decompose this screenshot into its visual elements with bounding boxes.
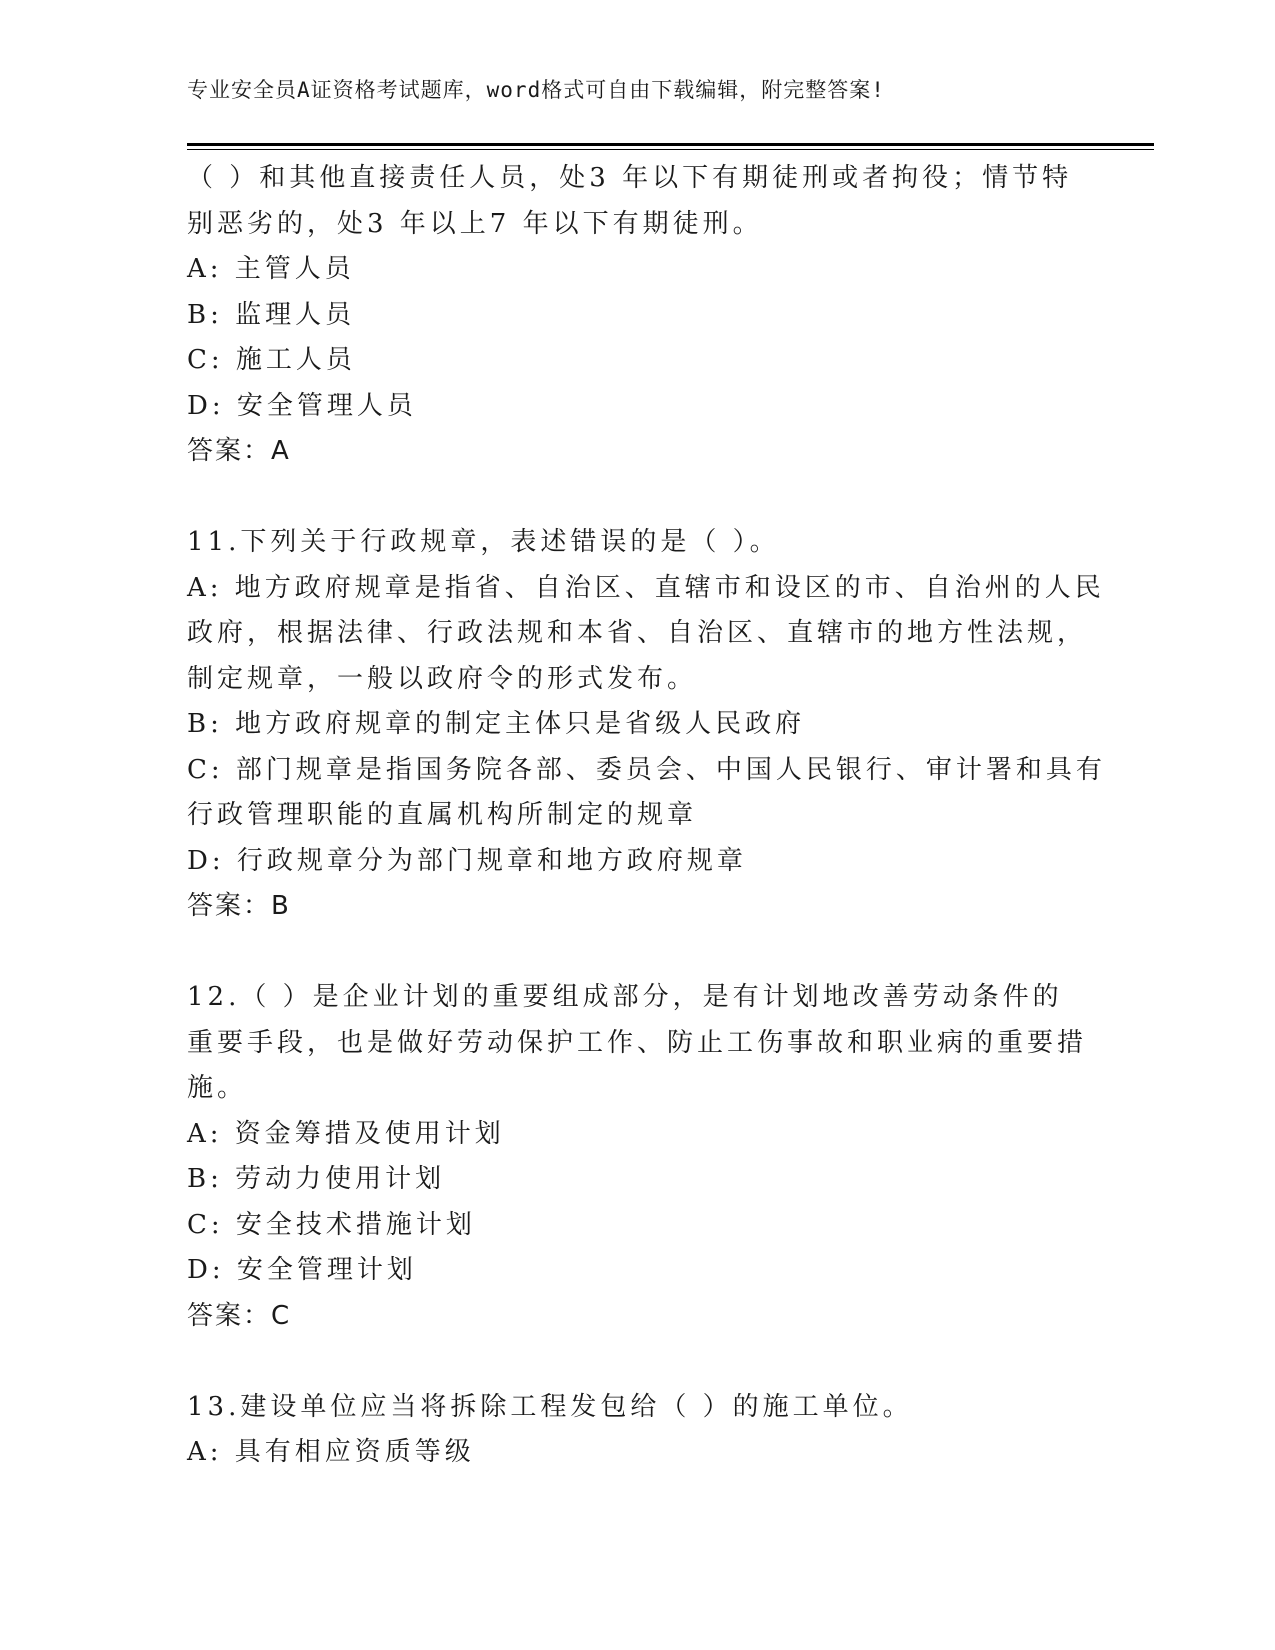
question-stem-line: 12.（ ）是企业计划的重要组成部分，是有计划地改善劳动条件的 — [187, 982, 1063, 1012]
option-d: D: 行政规章分为部门规章和地方政府规章 — [187, 845, 747, 876]
question-12 — [187, 975, 1087, 1339]
option-b: B: 地方政府规章的制定主体只是省级人民政府 — [187, 709, 806, 739]
question-stem-line: 重要手段，也是做好劳动保护工作、防止工伤事故和职业病的重要措 — [187, 1027, 1088, 1058]
question-stem-line: （ ）和其他直接责任人员，处3 年以下有期徒刑或者拘役；情节特 — [187, 163, 1073, 193]
question-stem-line: 施。 — [187, 1073, 248, 1103]
question-stem-line: 11.下列关于行政规章，表述错误的是（ ）。 — [187, 527, 780, 557]
answer-line: 答案：B — [187, 891, 291, 921]
question-list — [187, 156, 1106, 1476]
option-a: A: 具有相应资质等级 — [187, 1437, 475, 1467]
option-c-continued: 行政管理职能的直属机构所制定的规章 — [187, 800, 698, 830]
answer-line: 答案：C — [187, 1300, 292, 1331]
option-b: B: 劳动力使用计划 — [187, 1164, 446, 1194]
option-c: C: 部门规章是指国务院各部、委员会、中国人民银行、审计署和具有 — [187, 754, 1106, 785]
option-a-continued: 制定规章，一般以政府令的形式发布。 — [187, 663, 698, 694]
page-header: 专业安全员A证资格考试题库，word格式可自由下载编辑，附完整答案! — [187, 78, 885, 102]
option-a: A: 主管人员 — [187, 254, 355, 284]
question-11 — [187, 520, 1106, 930]
option-c: C: 安全技术措施计划 — [187, 1209, 476, 1240]
answer-line: 答案：A — [187, 436, 291, 466]
question-stem-line: 13.建设单位应当将拆除工程发包给（ ）的施工单位。 — [187, 1391, 913, 1422]
header-divider-thin — [187, 149, 1154, 150]
option-b: B: 监理人员 — [187, 299, 356, 330]
question-13 — [187, 1385, 1087, 1476]
option-a: A: 资金筹措及使用计划 — [187, 1118, 505, 1149]
option-d: D: 安全管理人员 — [187, 390, 417, 421]
option-c: C: 施工人员 — [187, 345, 356, 375]
option-a-continued: 政府，根据法律、行政法规和本省、自治区、直辖市的地方性法规， — [187, 618, 1088, 648]
option-a: A: 地方政府规章是指省、自治区、直辖市和设区的市、自治州的人民 — [187, 572, 1105, 603]
header-divider-thick — [187, 143, 1154, 146]
question-stem-line: 别恶劣的，处3 年以上7 年以下有期徒刑。 — [187, 208, 763, 239]
question-10 — [187, 156, 1087, 475]
option-d: D: 安全管理计划 — [187, 1255, 417, 1285]
